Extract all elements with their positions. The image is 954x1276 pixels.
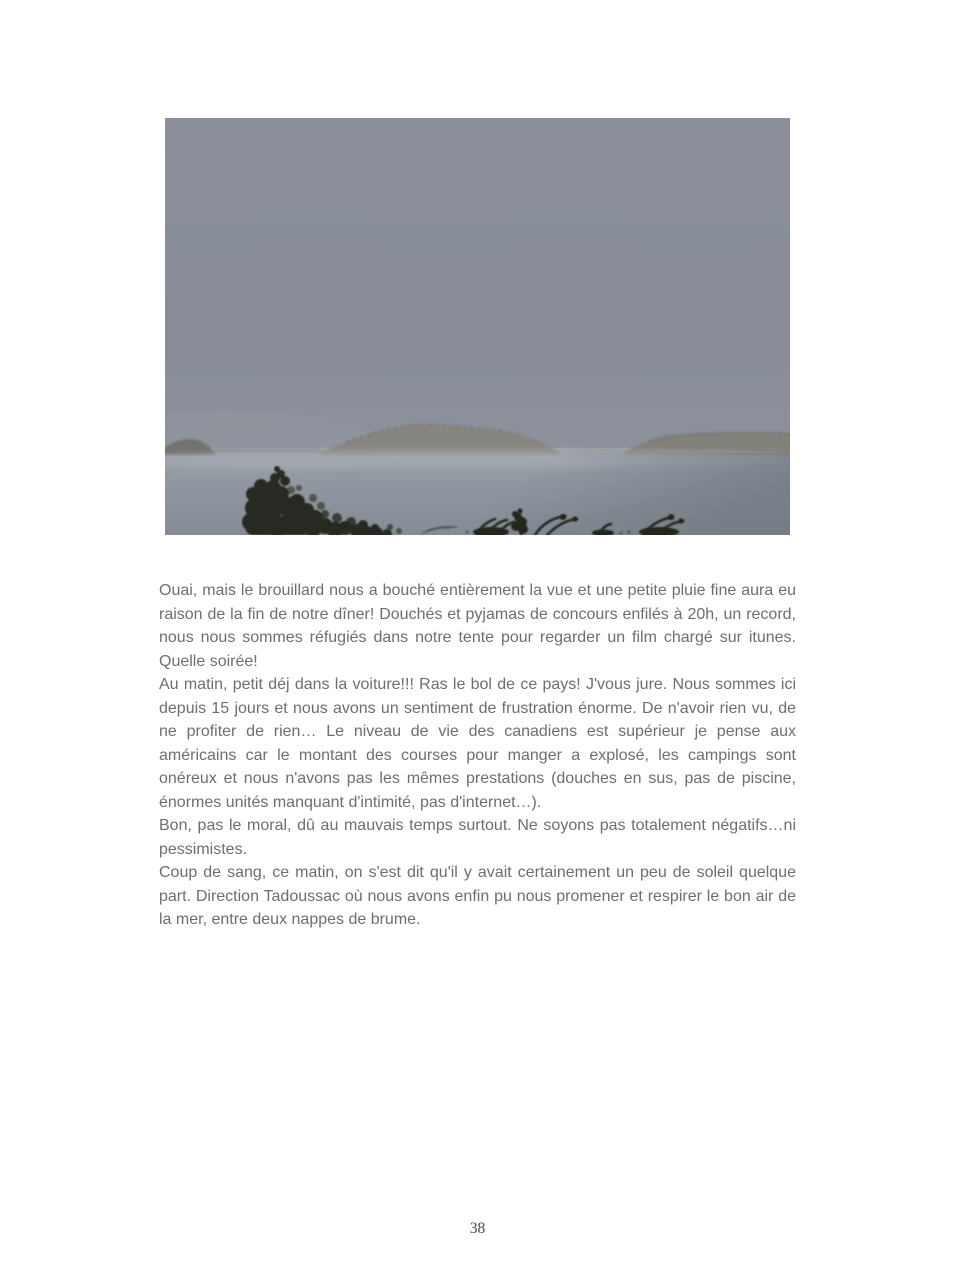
landscape-photo	[165, 118, 790, 535]
page-number: 38	[469, 1220, 486, 1237]
body-paragraph: Coup de sang, ce matin, on s'est dit qu'il y avait certainement un peu de soleil quelque part. Direction Tadoussac où nous avons enfin pu nous promener et respirer le bon air de la mer, entre deux nappes de brume.	[159, 864, 796, 928]
foggy-bay-photo	[165, 118, 790, 535]
body-paragraph: Ouai, mais le brouillard nous a bouché entièrement la vue et une petite pluie fine aura eu raison de la fin de notre dîner! Douchés et pyjamas de concours enfilés à 20h, un record, nous nous sommes réfugiés dans notre tente pour regarder un film chargé sur itunes. Quelle soirée!	[159, 582, 796, 670]
body-paragraph: Au matin, petit déj dans la voiture!!! Ras le bol de ce pays! J'vous jure. Nous sommes ici depuis 15 jours et nous avons un sentiment de frustration énorme. De n'avoir rien vu, de ne profiter de rien… Le niveau de vie des canadiens est supérieur je pense aux américains car le montant des courses pour manger a explosé, les campings sont onéreux et nous n'avons pas les mêmes prestations (douches en sus, pas de piscine, énormes unités manquant d'intimité, pas d'internet…).	[159, 676, 796, 811]
body-text	[159, 579, 796, 932]
body-paragraph: Bon, pas le moral, dû au mauvais temps surtout. Ne soyons pas totalement négatifs…ni pessimistes.	[159, 817, 796, 858]
